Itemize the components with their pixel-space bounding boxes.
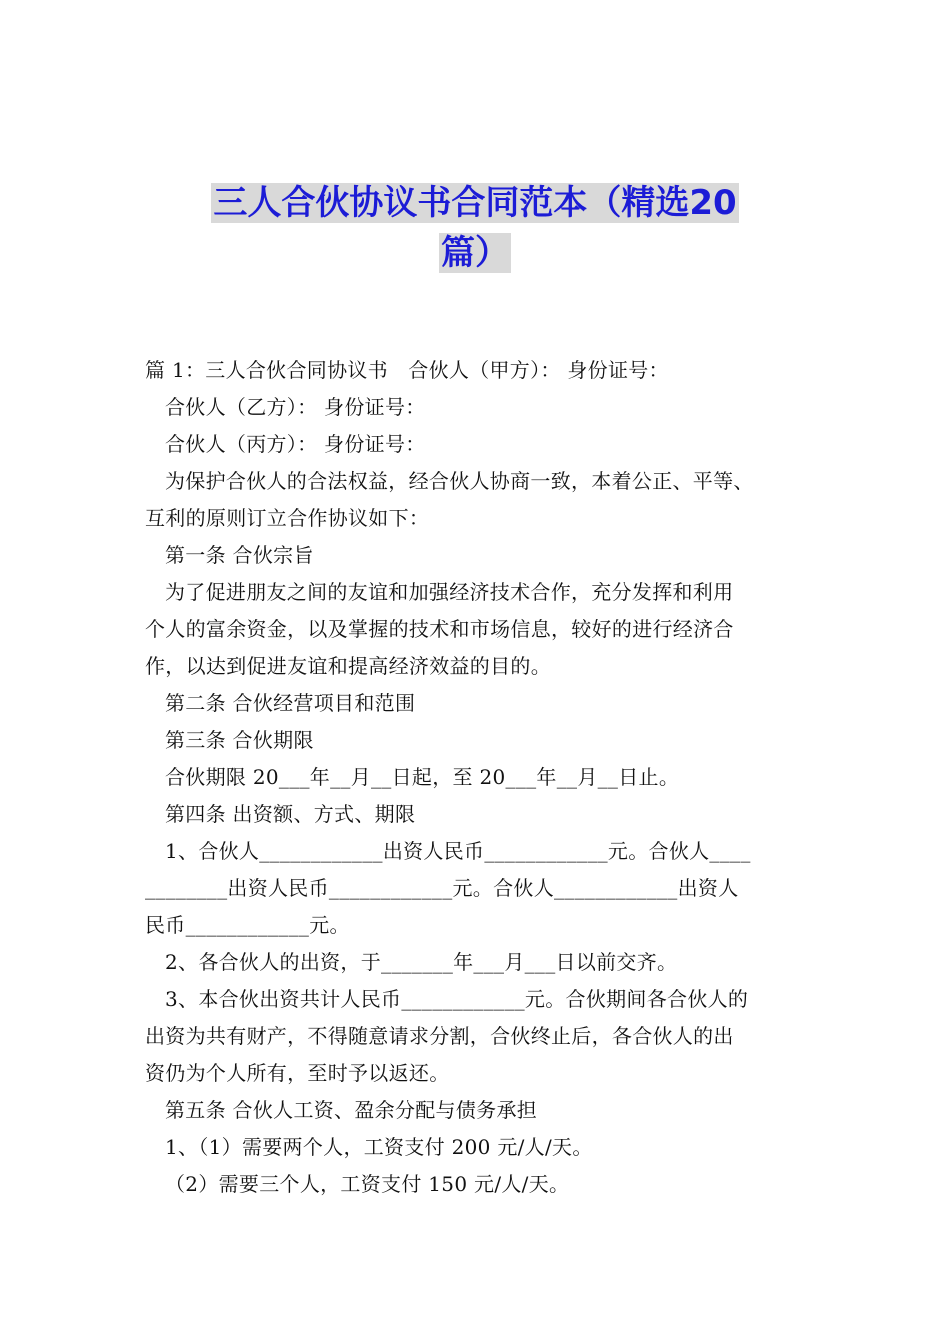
paragraph-line: 合伙人（丙方）： 身份证号： (165, 432, 426, 456)
paragraph-line: 民币____________元。 (145, 913, 350, 937)
section-heading: 第五条 合伙人工资、盈余分配与债务承担 (165, 1098, 538, 1122)
document-title (0, 178, 950, 278)
paragraph-line: 为了促进朋友之间的友谊和加强经济技术合作，充分发挥和利用 (165, 580, 734, 604)
paragraph-line: 篇 1：三人合伙合同协议书 合伙人（甲方）： 身份证号： (145, 358, 669, 382)
section-heading: 第四条 出资额、方式、期限 (165, 802, 416, 826)
paragraph-line: 互利的原则订立合作协议如下： (145, 506, 430, 530)
paragraph-line: 作，以达到促进友谊和提高经济效益的目的。 (145, 654, 551, 678)
paragraph-line: 个人的富余资金，以及掌握的技术和市场信息，较好的进行经济合 (145, 617, 734, 641)
paragraph-line: 3、本合伙出资共计人民币____________元。合伙期间各合伙人的 (165, 987, 749, 1011)
paragraph-line: 1、（1）需要两个人，工资支付 200 元/人/天。 (165, 1135, 593, 1159)
paragraph-line: 出资为共有财产，不得随意请求分割，合伙终止后，各合伙人的出 (145, 1024, 734, 1048)
title-line-2: 篇） (441, 233, 509, 273)
document-body (145, 352, 815, 1203)
paragraph-line: 合伙人（乙方）： 身份证号： (165, 395, 426, 419)
title-line-1: 三人合伙协议书合同范本（精选20 (213, 183, 737, 223)
section-heading: 第一条 合伙宗旨 (165, 543, 314, 567)
paragraph-line: 合伙期限 20___年__月__日起，至 20___年__月__日止。 (165, 765, 680, 789)
paragraph-line: 为保护合伙人的合法权益，经合伙人协商一致，本着公正、平等、 (165, 469, 754, 493)
paragraph-line: 资仍为个人所有，至时予以返还。 (145, 1061, 450, 1085)
section-heading: 第二条 合伙经营项目和范围 (165, 691, 416, 715)
section-heading: 第三条 合伙期限 (165, 728, 314, 752)
paragraph-line: 2、各合伙人的出资，于_______年___月___日以前交齐。 (165, 950, 678, 974)
paragraph-line: 1、合伙人____________出资人民币____________元。合伙人____ (165, 839, 751, 863)
paragraph-line: （2）需要三个人，工资支付 150 元/人/天。 (165, 1172, 570, 1196)
paragraph-line: ________出资人民币____________元。合伙人____________出资人 (145, 876, 739, 900)
